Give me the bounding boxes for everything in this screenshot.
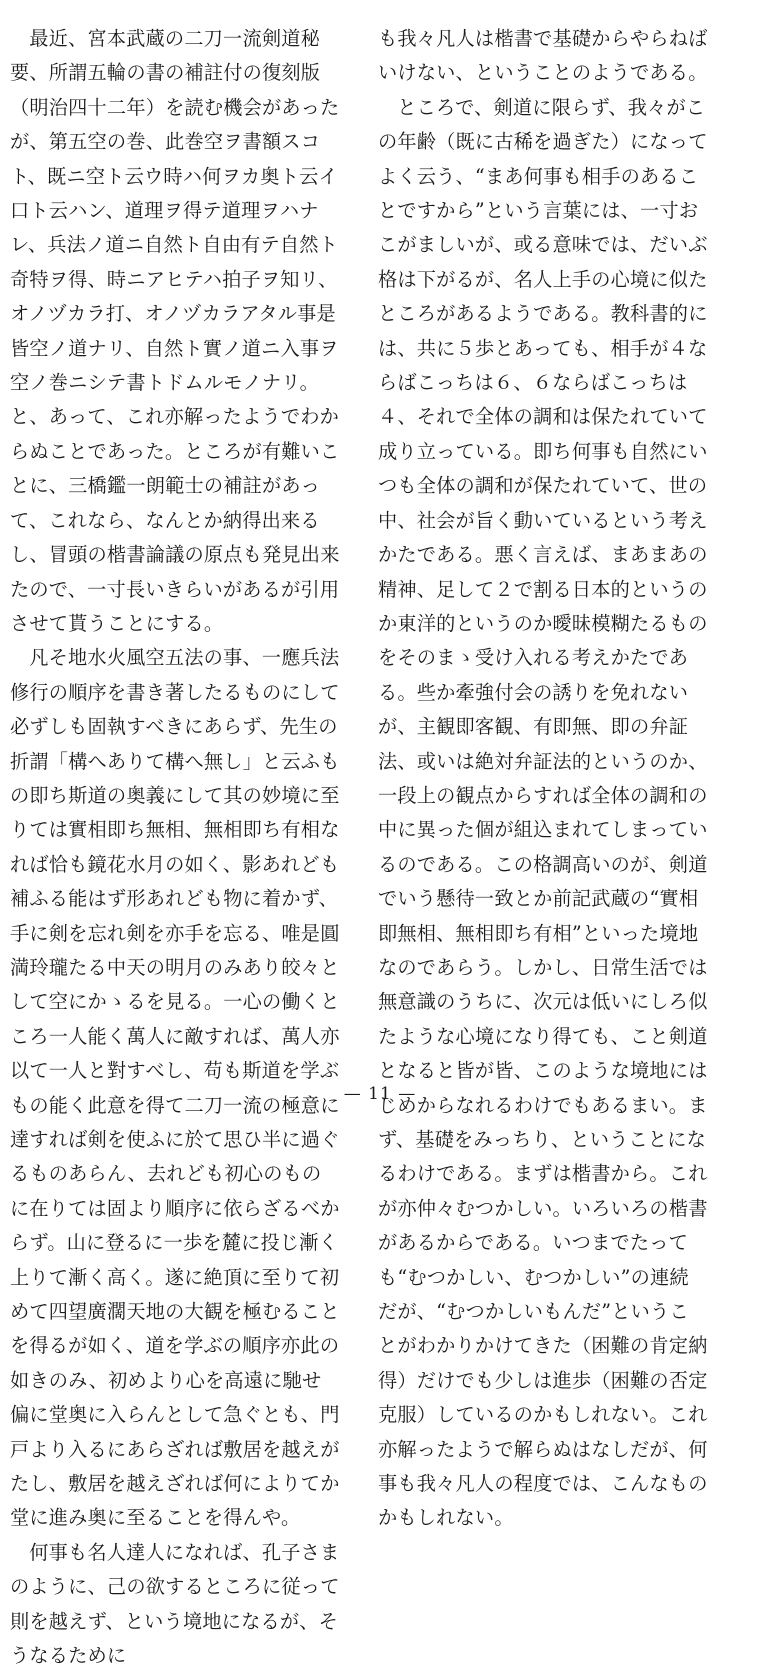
right-column [378,22,708,1536]
paragraph: 凡そ地水火風空五法の事、一應兵法修行の順序を書き著したるものにして必ずしも固執すべきにあらず、先生の折謂「構へありて構へ無し」と云ふもの即ち斯道の奥義にして其の妙境に至りては實相即ち無相、無相即ち有相なれば恰も鏡花水月の如く、影あれども補ふる能はず形あれども物に着かず、手に剣を忘れ剣を亦手を忘る、唯是圓満玲瓏たる中天の明月のみあり皎々として空にかゝるを見る。一心の働くところ一人能く萬人に敵すれば、萬人亦以て一人と對すべし、苟も斯道を学ぶもの能く此意を得て二刀一流の極意に達すれば剣を使ふに於て思ひ半に過ぐるものあらん、去れども初心のものに在りては固より順序に依らざるべからず。山に登るに一歩を麓に投じ漸く上りて漸く高く。遂に絶頂に至りて初めて四望廣濶天地の大観を極むることを得るが如く、道を学ぶの順序亦此の如きのみ、初めより心を高遠に馳せ偏に堂奥に入らんとして急ぐとも、門戸より入るにあらざれば敷居を越えがたし、敷居を越えざれば何によりてか堂に進み奥に至ることを得んや。 [10,646,340,1530]
page-number: — 11 — [343,1084,417,1104]
paragraph: ところで、剣道に限らず、我々がこの年齢（既に古稀を過ぎた）になってよく云う、“まあ何事も相手のあることですから”という言葉には、一寸おこがましいが、或る意味では、だいぶ格は下がるが、名人上手の心境に似たところがあるようである。教科書的には、共に５歩とあっても、相手が４ならばこっちは６、６ならばこっちは４、それで全体の調和は保たれていて成り立っている。即ち何事も自然にいつも全体の調和が保たれていて、世の中、社会が旨く動いているという考えかたである。悪く言えば、まあまあの精神、足して２で割る日本的というのか東洋的というのか曖昧模糊たるものをそのまゝ受け入れる考えかたである。些か牽強付会の誘りを免れないが、主観即客観、有即無、即の弁証法、或いは絶対弁証法的というのか、一段上の観点からすれば全体の調和の中に異った個が組込まれてしまっているのである。この格調高いのが、剣道でいう懸待一致とか前記武蔵の“實相即無相、無相即ち有相”といった境地なのであらう。しかし、日常生活では無意識のうちに、次元は低いにしろ似たような心境になり得ても、こと剣道となると皆が皆、このような境地にはじめからなれるわけでもあるまい。まず、基礎をみっちり、ということになるわけである。まずは楷書から。これが亦仲々むつかしい。いろいろの楷書があるからである。いつまでたっても“むつかしい、むつかしい”の連続だが、“むつかしいもんだ”ということがわかりかけてきた（困難の肯定納得）だけでも少しは進歩（困難の否定克服）しているのかもしれない。これ亦解ったようで解らぬはなしだが、何事も我々凡人の程度では、こんなものかもしれない。 [378,95,708,1530]
paragraph: も我々凡人は楷書で基礎からやらねばいけない、ということのようである。 [378,27,708,85]
paragraph: 何事も名人達人になれば、孔子さまのように、己の欲するところに従って則を越えず、という境地になるが、そうなるために [10,1540,340,1668]
paragraph: 最近、宮本武蔵の二刀一流剣道秘要、所謂五輪の書の補註付の復刻版（明治四十二年）を読む機会があったが、第五空の巻、此巻空ヲ書額スコト、既ニ空ト云ウ時ハ何ヲカ奥ト云イ口ト云ハン、道理ヲ得テ道理ヲハナレ、兵法ノ道ニ自然ト自由有テ自然ト奇特ヲ得、時ニアヒテハ拍子ヲ知リ、オノヅカラ打、オノヅカラアタル事是皆空ノ道ナリ、自然ト實ノ道ニ入事ヲ空ノ巻ニシテ書トドムルモノナリ。と、あって、これ亦解ったようでわからぬことであった。ところが有難いことに、三橋鑑一朗範士の補註があって、これなら、なんとか納得出来るし、冒頭の楷書論議の原点も発見出来たので、一寸長いきらいがあるが引用させて貰うことにする。 [10,27,340,635]
left-column [10,22,340,1674]
